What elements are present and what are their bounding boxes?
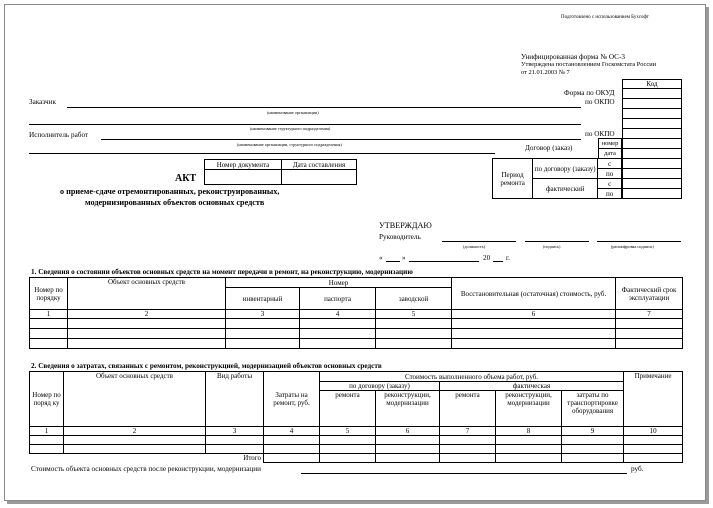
s2-h-num: Номер по поряд ку — [30, 372, 64, 427]
s2-total-cell[interactable] — [376, 454, 440, 463]
s2-total-cell[interactable] — [440, 454, 496, 463]
okpo-extra-cell[interactable] — [623, 109, 682, 119]
s1-col-num: 6 — [452, 310, 616, 319]
okpo-extra-cell-2[interactable] — [623, 119, 682, 129]
s2-col-num: 8 — [496, 427, 562, 436]
date-year-line[interactable] — [493, 261, 503, 262]
date-day-line[interactable] — [386, 261, 400, 262]
s2-total-cell[interactable] — [496, 454, 562, 463]
form-sheet — [4, 4, 706, 501]
s2-total-cell[interactable] — [624, 454, 683, 463]
s1-col-num: 4 — [300, 310, 376, 319]
name-line[interactable] — [597, 241, 681, 242]
s2-h-recon1: реконструкции, модернизации — [376, 391, 440, 427]
s1-h-factory: заводской — [376, 288, 452, 310]
s2-col-num: 9 — [562, 427, 624, 436]
s1-row[interactable] — [30, 319, 683, 329]
approve-label: УТВЕРЖДАЮ — [379, 221, 432, 230]
s2-col-num: 3 — [206, 427, 264, 436]
s2-col-num: 5 — [320, 427, 376, 436]
s2-h-recon2: реконструкции, модернизации — [496, 391, 562, 427]
s2-h-work: Вид работы — [206, 372, 264, 427]
form-title: Унифицированная форма № ОС-3 — [521, 53, 625, 61]
s2-total-label: Итого — [243, 454, 261, 463]
s1-h-pass: паспорта — [300, 288, 376, 310]
codes-header: Код — [623, 80, 682, 89]
s2-col-num: 2 — [64, 427, 206, 436]
customer-hint: (наименование организации) — [267, 110, 319, 115]
s2-total-cell[interactable] — [264, 454, 320, 463]
s1-h-value: Восстановительная (остаточная) стоимость, руб. — [452, 278, 616, 310]
s1-col-num: 1 — [30, 310, 68, 319]
s1-h-term: Фактический срок эксплуатации — [616, 278, 683, 310]
footer-cost-label: Стоимость объекта основных средств после реконструкции, модернизации — [31, 465, 261, 473]
s2-h-note: Примечание — [624, 372, 683, 427]
s1-col-num: 2 — [68, 310, 226, 319]
okpo2-label: по ОКПО — [585, 130, 615, 138]
doc-subtitle-1: о приеме-сдаче отремонтированных, реконструированных, — [60, 187, 280, 196]
date-month-line[interactable] — [409, 261, 479, 262]
footer-cost-unit: руб. — [631, 465, 644, 473]
s1-col-num: 5 — [376, 310, 452, 319]
s2-h-actual: фактическая — [440, 382, 624, 391]
name-hint: (расшифровка подписи) — [611, 244, 654, 249]
doc-title: АКТ — [175, 173, 197, 184]
s2-col-num: 10 — [624, 427, 683, 436]
contract-table — [598, 138, 622, 159]
s2-h-transport: затраты по транспортировке оборудования — [562, 391, 624, 427]
date-quote-open: « — [379, 254, 383, 262]
period-to-label: по — [598, 169, 622, 179]
contract-number-cell[interactable] — [623, 139, 682, 149]
doc-number-header: Номер документа — [205, 160, 282, 170]
okpo2-code-cell[interactable] — [623, 129, 682, 139]
doc-number-table — [204, 159, 357, 185]
approved-by: Утверждена постановлением Госкомстата России — [521, 61, 657, 68]
s2-h-object: Объект основных средств — [64, 372, 206, 427]
footer-cost-line[interactable] — [301, 473, 627, 474]
year-suffix: г. — [506, 254, 510, 262]
actual-from-cell[interactable] — [623, 179, 682, 189]
doc-date-header: Дата составления — [282, 160, 357, 170]
contract-number-label: номер — [599, 139, 622, 149]
contract-date-cell[interactable] — [623, 149, 682, 159]
s1-h-object: Объект основных средств — [68, 278, 226, 310]
signature-line[interactable] — [525, 241, 589, 242]
contractor-line-2[interactable] — [29, 153, 495, 154]
head-label: Руководитель — [379, 233, 421, 241]
section1-title: 1. Сведения о состоянии объектов основных средств на момент передачи в ремонт, на реконструкцию, модернизацию — [31, 268, 413, 276]
period-label: Период ремонта — [493, 159, 533, 199]
s1-h-number: Номер — [226, 278, 452, 288]
okpo-label: по ОКПО — [585, 98, 615, 106]
actual-to-label: по — [598, 189, 622, 199]
software-note: Подготовлено с использованием Бухсофт — [561, 15, 649, 20]
actual-label: фактический — [533, 179, 598, 199]
s2-h-repair2: ремонта — [440, 391, 496, 427]
okud-code-cell[interactable] — [623, 89, 682, 99]
year-prefix: 20 — [483, 254, 491, 262]
customer-label: Заказчик — [29, 98, 57, 106]
signature-hint: (подпись) — [543, 244, 561, 249]
s2-col-num: 4 — [264, 427, 320, 436]
s1-col-num: 3 — [226, 310, 300, 319]
section1-table — [29, 277, 683, 349]
contractor-line[interactable] — [101, 139, 581, 140]
section2-title: 2. Сведения о затратах, связанных с ремонтом, реконструкцией, модернизацией объектов основных средств — [31, 362, 382, 370]
s1-h-num: Номер по порядку — [30, 278, 68, 310]
s1-col-num: 7 — [616, 310, 683, 319]
codes-table — [622, 79, 682, 199]
by-contract-label: по договору (заказу) — [533, 159, 598, 179]
doc-date-cell[interactable] — [282, 170, 357, 185]
s1-row[interactable] — [30, 329, 683, 339]
contract-label: Договор (заказ) — [525, 144, 573, 152]
okpo-code-cell[interactable] — [623, 99, 682, 109]
s1-row[interactable] — [30, 339, 683, 349]
s1-h-inv: инвентарный — [226, 288, 300, 310]
s2-h-cost-done: Стоимость выполненного объема работ, руб. — [320, 372, 624, 382]
contract-date-label: дата — [599, 149, 622, 159]
s2-col-num: 7 — [440, 427, 496, 436]
customer-line-2[interactable] — [29, 124, 581, 125]
contractor-label: Исполнитель работ — [29, 131, 89, 139]
s2-col-num: 6 — [376, 427, 440, 436]
s2-col-num: 1 — [30, 427, 64, 436]
s2-total-cell[interactable] — [320, 454, 376, 463]
date-quote-close: » — [402, 254, 406, 262]
okud-label: Форма по ОКУД — [564, 89, 615, 97]
doc-number-cell[interactable] — [205, 170, 282, 185]
s2-row[interactable] — [30, 445, 683, 454]
s2-total-cell[interactable] — [562, 454, 624, 463]
customer-hint-2: (наименование структурного подразделения) — [250, 126, 331, 131]
s2-h-repair1: ремонта — [320, 391, 376, 427]
position-line[interactable] — [442, 241, 516, 242]
period-table — [492, 158, 622, 199]
s2-row[interactable] — [30, 436, 683, 445]
period-from-label: с — [598, 159, 622, 169]
customer-line[interactable] — [67, 107, 581, 108]
period-to-cell[interactable] — [623, 169, 682, 179]
s2-h-contract: по договору (заказу) — [320, 382, 440, 391]
actual-from-label: с — [598, 179, 622, 189]
section2-table — [29, 371, 683, 463]
doc-subtitle-2: модернизированных объектов основных средств — [85, 198, 265, 207]
contractor-hint: (наименование организации, структурного подразделения) — [237, 142, 342, 147]
position-hint: (должность) — [463, 244, 485, 249]
approved-date: от 21.01.2003 № 7 — [521, 69, 570, 76]
actual-to-cell[interactable] — [623, 189, 682, 199]
period-from-cell[interactable] — [623, 159, 682, 169]
s2-h-costs: Затраты на ремонт, руб. — [264, 372, 320, 427]
